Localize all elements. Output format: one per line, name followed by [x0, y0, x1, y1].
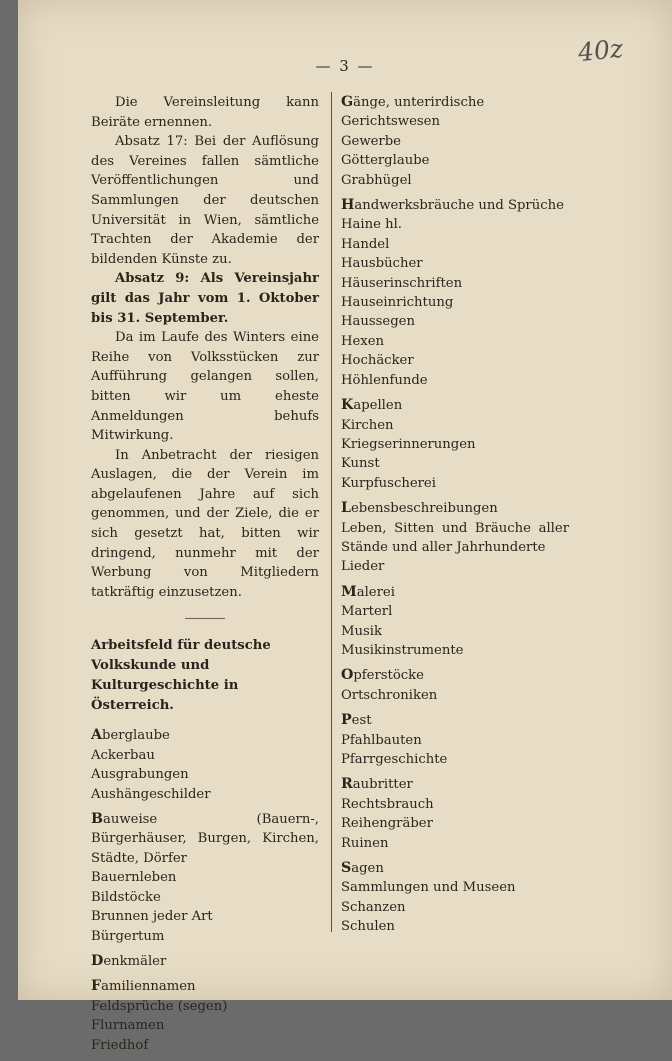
- field-heading: Arbeitsfeld für deutsche Volkskunde und Kulturgeschichte in Österreich.: [91, 638, 271, 714]
- topic-item: Marterl: [341, 604, 393, 620]
- statute-paragraphs: [91, 93, 319, 602]
- topic-item: Handwerksbräuche und Sprüche: [341, 197, 564, 214]
- right-column: [341, 93, 569, 943]
- topic-item: Handel: [341, 236, 390, 252]
- topic-item: Musik: [341, 623, 382, 639]
- statute-paragraph: Da im Laufe des Winters eine Reihe von Volksstücken zur Aufführung gelangen sollen, bitten wir um eheste Anmeldungen behufs Mitwirkung.: [91, 330, 319, 444]
- topic-item: Sagen: [341, 860, 384, 877]
- topic-item: Hauseinrichtung: [341, 295, 454, 311]
- statute-paragraph: Absatz 9: Als Vereinsjahr gilt das Jahr vom 1. Oktober bis 31. September.: [91, 271, 319, 326]
- topic-item: Familiennamen: [91, 978, 196, 995]
- topic-item: Bauweise (Bauern-, Bürgerhäuser, Burgen, Kirchen, Städte, Dörfer: [91, 811, 319, 866]
- topic-item: Ortschroniken: [341, 687, 438, 703]
- topic-item: Bildstöcke: [91, 889, 161, 905]
- handwritten-note: 40z: [576, 33, 625, 68]
- topic-item: Höhlenfunde: [341, 372, 428, 388]
- topic-item: Grabhügel: [341, 172, 412, 188]
- statute-paragraph: Die Vereinsleitung kann Beiräte ernennen.: [91, 95, 319, 130]
- topic-group: [91, 977, 319, 1055]
- topic-item: Bauernleben: [91, 870, 177, 886]
- topic-item: Aberglaube: [91, 727, 170, 744]
- topic-item: Flurnamen: [91, 1018, 165, 1034]
- topic-group: [341, 196, 569, 390]
- topic-group: [341, 583, 569, 661]
- topic-group: [341, 396, 569, 493]
- topic-item: Gänge, unterirdische: [341, 94, 485, 110]
- topic-item: Leben, Sitten und Bräuche aller Stände und aller Jahrhunderte: [341, 520, 569, 555]
- topic-item: Reihengräber: [341, 816, 433, 832]
- topic-item: Pfarrgeschichte: [341, 752, 448, 767]
- topic-item: Sammlungen und Museen: [341, 880, 516, 896]
- topic-item: Pfahlbauten: [341, 732, 422, 748]
- topic-item: Götterglaube: [341, 153, 430, 169]
- topic-item: Bürgertum: [91, 928, 165, 944]
- topic-item: Kunst: [341, 456, 380, 472]
- statute-paragraph: Absatz 17: Bei der Auflösung des Vereines fallen sämtliche Veröffentlichungen und Sammlungen der deutschen Universität in Wien, sämtliche Trachten der Akademie der bildenden Künste zu.: [91, 134, 319, 267]
- topic-item: Ruinen: [341, 835, 389, 851]
- topic-item: Gerichtswesen: [341, 114, 440, 130]
- topic-group: [341, 775, 569, 853]
- topic-item: Gewerbe: [341, 133, 401, 149]
- topic-item: Ackerbau: [91, 747, 155, 763]
- topic-item: Hochäcker: [341, 353, 414, 369]
- topic-group: [341, 711, 569, 769]
- topic-item: Kirchen: [341, 417, 394, 433]
- topic-item: Schanzen: [341, 899, 406, 915]
- topic-item: Haine hl.: [341, 217, 402, 233]
- topic-item: Brunnen jeder Art: [91, 909, 213, 925]
- topic-item: Kriegserinnerungen: [341, 436, 476, 452]
- topic-item: Pest: [341, 712, 372, 729]
- page-number: — 3 —: [315, 57, 375, 75]
- topic-item: Denkmäler: [91, 952, 167, 969]
- topic-list-right: [341, 93, 569, 937]
- topic-item: Friedhof: [91, 1037, 149, 1053]
- topic-item: Raubritter: [341, 776, 413, 793]
- topic-item: Feldsprüche (segen): [91, 998, 228, 1014]
- topic-group: [91, 726, 319, 804]
- topic-group: [91, 952, 319, 971]
- topic-item: Musikinstrumente: [341, 642, 464, 658]
- topic-item: Aushängeschilder: [91, 786, 211, 802]
- topic-item: Schulen: [341, 919, 395, 935]
- topic-item: Kapellen: [341, 397, 403, 414]
- topic-item: Haussegen: [341, 314, 415, 330]
- topic-group: [341, 859, 569, 937]
- topic-group: [341, 499, 569, 577]
- topic-list-left: [91, 726, 319, 1055]
- topic-item: Malerei: [341, 583, 395, 600]
- topic-group: [91, 810, 319, 946]
- topic-item: Lebensbeschreibungen: [341, 500, 498, 517]
- statute-paragraph: In Anbetracht der riesigen Auslagen, die der Verein im abgelaufenen Jahre auf sich genommen, und der Ziele, die er sich gesetzt hat, bitten wir dringend, nunmehr mit der Werbung von Mitgliedern tatkräftig einzusetzen.: [91, 447, 319, 600]
- topic-item: Häuserinschriften: [341, 275, 463, 291]
- topic-item: Lieder: [341, 559, 385, 575]
- column-divider: [331, 92, 332, 932]
- topic-item: Opferstöcke: [341, 667, 424, 684]
- topic-item: Rechtsbrauch: [341, 796, 434, 812]
- topic-item: Ausgrabungen: [91, 767, 189, 783]
- topic-item: Hexen: [341, 333, 385, 349]
- topic-group: [341, 93, 569, 190]
- topic-item: Kurpfuscherei: [341, 475, 436, 491]
- section-separator: [185, 618, 225, 619]
- topic-group: [341, 666, 569, 705]
- topic-item: Hausbücher: [341, 256, 423, 272]
- document-page: [18, 0, 672, 1053]
- left-column: [91, 93, 319, 1061]
